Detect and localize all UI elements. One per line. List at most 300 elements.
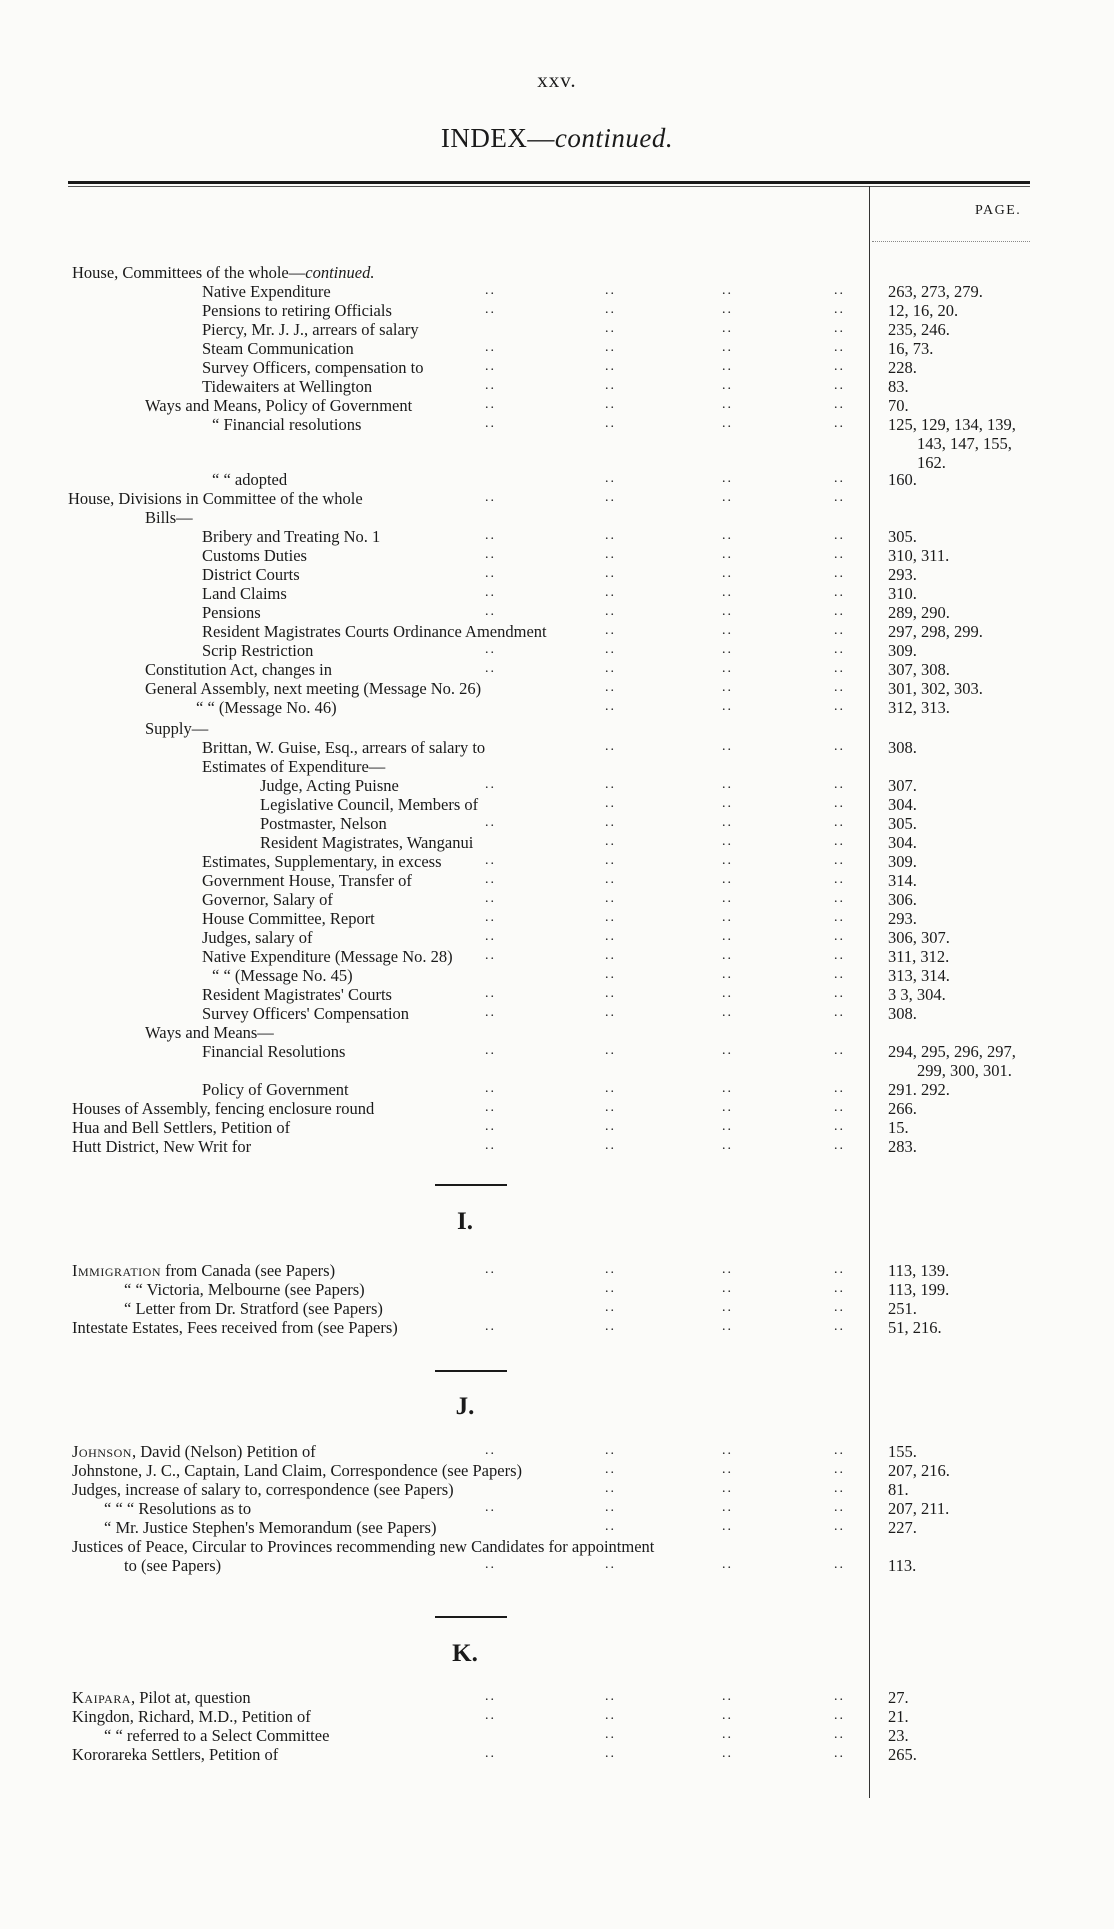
entry-label xyxy=(68,489,363,508)
entry-text: Governor, Salary of xyxy=(202,890,333,909)
leader-dots: .. xyxy=(605,1557,616,1572)
leader-dots: .. xyxy=(834,1005,845,1020)
entry-label xyxy=(145,508,193,527)
index-entry xyxy=(0,660,1114,679)
entry-label xyxy=(72,1118,290,1137)
page-column-header-rule xyxy=(872,241,1030,242)
leader-dots: .. xyxy=(485,642,496,657)
entry-heading: Kaipara xyxy=(72,1688,131,1707)
entry-text: Brittan, W. Guise, Esq., arrears of salary to xyxy=(202,738,486,757)
entry-label xyxy=(72,263,374,282)
leader-dots: .. xyxy=(722,796,733,811)
entry-text: Tidewaiters at Wellington xyxy=(202,377,373,396)
entry-pages-continued: 299, 300, 301. xyxy=(917,1061,1012,1080)
leader-dots: .. xyxy=(722,471,733,486)
leader-dots: .. xyxy=(605,1262,616,1277)
index-entry xyxy=(0,1042,1114,1061)
entry-pages: 15. xyxy=(888,1118,909,1137)
entry-text: House Committee, Report xyxy=(202,909,375,928)
leader-dots: .. xyxy=(605,585,616,600)
entry-pages: 207, 211. xyxy=(888,1499,950,1518)
entry-pages-continued: 162. xyxy=(917,453,946,472)
entry-text: Kororareka Settlers, Petition of xyxy=(72,1745,279,1764)
entry-heading: Johnson xyxy=(72,1442,132,1461)
leader-dots: .. xyxy=(834,1100,845,1115)
entry-text: District Courts xyxy=(202,565,300,584)
index-entry xyxy=(0,947,1114,966)
leader-dots: .. xyxy=(722,1005,733,1020)
entry-label xyxy=(202,320,419,339)
entry-label xyxy=(124,1280,365,1299)
leader-dots: .. xyxy=(605,1281,616,1296)
leader-dots: .. xyxy=(834,340,845,355)
entry-label xyxy=(202,1080,349,1099)
entry-label xyxy=(145,719,208,738)
index-entry xyxy=(0,1745,1114,1764)
entry-label xyxy=(72,1318,398,1337)
entry-text: “ “ (Message No. 46) xyxy=(196,698,337,717)
leader-dots: .. xyxy=(722,1081,733,1096)
leader-dots: .. xyxy=(605,566,616,581)
entry-pages: 306, 307. xyxy=(888,928,950,947)
entry-pages: 160. xyxy=(888,470,917,489)
index-entry xyxy=(0,1442,1114,1461)
entry-pages: 23. xyxy=(888,1726,909,1745)
leader-dots: .. xyxy=(605,872,616,887)
leader-dots: .. xyxy=(485,948,496,963)
entry-pages: 293. xyxy=(888,565,917,584)
leader-dots: .. xyxy=(722,1689,733,1704)
leader-dots: .. xyxy=(834,967,845,982)
entry-text: Hutt District, New Writ for xyxy=(72,1137,252,1156)
entry-label xyxy=(72,1537,654,1556)
leader-dots: .. xyxy=(485,872,496,887)
entry-label xyxy=(196,698,337,717)
index-entry xyxy=(0,1461,1114,1480)
leader-dots: .. xyxy=(605,1481,616,1496)
leader-dots: .. xyxy=(605,1689,616,1704)
entry-label xyxy=(72,1137,251,1156)
leader-dots: .. xyxy=(485,853,496,868)
leader-dots: .. xyxy=(485,566,496,581)
leader-dots: .. xyxy=(722,1119,733,1134)
section-letter: K. xyxy=(452,1640,478,1667)
leader-dots: .. xyxy=(722,585,733,600)
entry-pages: 314. xyxy=(888,871,917,890)
leader-dots: .. xyxy=(485,929,496,944)
index-entry xyxy=(0,1537,1114,1556)
index-entry xyxy=(0,546,1114,565)
index-entry xyxy=(0,489,1114,508)
index-entry xyxy=(0,890,1114,909)
leader-dots: .. xyxy=(722,490,733,505)
leader-dots: .. xyxy=(605,1081,616,1096)
entry-text: Judge, Acting Puisne xyxy=(260,776,399,795)
leader-dots: .. xyxy=(485,1746,496,1761)
leader-dots: .. xyxy=(722,680,733,695)
entry-text: Steam Communication xyxy=(202,339,354,358)
leader-dots: .. xyxy=(485,815,496,830)
entry-label xyxy=(202,565,300,584)
leader-dots: .. xyxy=(722,1138,733,1153)
entry-label xyxy=(124,1299,383,1318)
entry-text: Pensions xyxy=(202,603,261,622)
entry-pages: 51, 216. xyxy=(888,1318,942,1337)
leader-dots: .. xyxy=(834,739,845,754)
entry-label xyxy=(212,966,353,985)
leader-dots: .. xyxy=(834,642,845,657)
index-entry xyxy=(0,1299,1114,1318)
index-entry xyxy=(0,565,1114,584)
entry-text: Bribery and Treating No. 1 xyxy=(202,527,381,546)
index-entry xyxy=(0,527,1114,546)
leader-dots: .. xyxy=(722,1043,733,1058)
leader-dots: .. xyxy=(605,699,616,714)
leader-dots: .. xyxy=(485,1557,496,1572)
leader-dots: .. xyxy=(722,834,733,849)
entry-pages: 309. xyxy=(888,641,917,660)
leader-dots: .. xyxy=(722,891,733,906)
leader-dots: .. xyxy=(485,986,496,1001)
leader-dots: .. xyxy=(834,1519,845,1534)
entry-pages: 266. xyxy=(888,1099,917,1118)
entry-pages: 113. xyxy=(888,1556,917,1575)
leader-dots: .. xyxy=(834,1081,845,1096)
leader-dots: .. xyxy=(834,490,845,505)
leader-dots: .. xyxy=(605,416,616,431)
entry-italic-tail: continued. xyxy=(305,263,375,282)
leader-dots: .. xyxy=(485,1100,496,1115)
leader-dots: .. xyxy=(722,283,733,298)
leader-dots: .. xyxy=(722,853,733,868)
entry-text: Postmaster, Nelson xyxy=(260,814,387,833)
entry-pages: 308. xyxy=(888,1004,917,1023)
entry-pages: 227. xyxy=(888,1518,917,1537)
leader-dots: .. xyxy=(485,1138,496,1153)
leader-dots: .. xyxy=(722,1262,733,1277)
leader-dots: .. xyxy=(605,471,616,486)
leader-dots: .. xyxy=(485,1262,496,1277)
leader-dots: .. xyxy=(605,796,616,811)
leader-dots: .. xyxy=(722,340,733,355)
entry-label xyxy=(260,833,473,852)
entry-label xyxy=(260,795,478,814)
entry-label xyxy=(202,377,372,396)
entry-pages: 155. xyxy=(888,1442,917,1461)
leader-dots: .. xyxy=(834,1462,845,1477)
leader-dots: .. xyxy=(605,1708,616,1723)
leader-dots: .. xyxy=(605,815,616,830)
index-entry xyxy=(0,1004,1114,1023)
leader-dots: .. xyxy=(834,302,845,317)
leader-dots: .. xyxy=(722,378,733,393)
leader-dots: .. xyxy=(834,661,845,676)
leader-dots: .. xyxy=(834,378,845,393)
leader-dots: .. xyxy=(485,604,496,619)
entry-pages: 304. xyxy=(888,833,917,852)
leader-dots: .. xyxy=(605,891,616,906)
leader-dots: .. xyxy=(605,680,616,695)
leader-dots: .. xyxy=(722,1481,733,1496)
leader-dots: .. xyxy=(722,699,733,714)
leader-dots: .. xyxy=(605,1462,616,1477)
header-rule-thin xyxy=(68,186,1030,187)
entry-text: House, Divisions in Committee of the whole xyxy=(68,489,363,508)
leader-dots: .. xyxy=(485,416,496,431)
leader-dots: .. xyxy=(722,397,733,412)
index-entry xyxy=(0,1499,1114,1518)
leader-dots: .. xyxy=(605,604,616,619)
entry-label xyxy=(202,909,375,928)
entry-text: to (see Papers) xyxy=(124,1556,222,1575)
entry-label xyxy=(202,339,354,358)
index-entry xyxy=(0,263,1114,282)
index-entry xyxy=(0,909,1114,928)
entry-text: Land Claims xyxy=(202,584,287,603)
leader-dots: .. xyxy=(605,1300,616,1315)
entry-label xyxy=(202,282,331,301)
leader-dots: .. xyxy=(834,872,845,887)
entry-pages: 27. xyxy=(888,1688,909,1707)
leader-dots: .. xyxy=(722,1462,733,1477)
leader-dots: .. xyxy=(485,1005,496,1020)
leader-dots: .. xyxy=(485,585,496,600)
entry-label xyxy=(212,415,361,434)
entry-text: Native Expenditure (Message No. 28) xyxy=(202,947,453,966)
entry-label xyxy=(202,622,547,641)
entry-label xyxy=(145,660,332,679)
entry-label xyxy=(202,641,313,660)
leader-dots: .. xyxy=(722,1443,733,1458)
leader-dots: .. xyxy=(722,416,733,431)
section-rule xyxy=(435,1370,507,1372)
leader-dots: .. xyxy=(834,777,845,792)
leader-dots: .. xyxy=(722,528,733,543)
entry-pages: 113, 199. xyxy=(888,1280,950,1299)
leader-dots: .. xyxy=(485,359,496,374)
entry-label xyxy=(202,985,392,1004)
entry-text: “ “ Victoria, Melbourne (see Papers) xyxy=(124,1280,365,1299)
index-entry xyxy=(0,470,1114,489)
entry-pages: 309. xyxy=(888,852,917,871)
entry-label xyxy=(72,1707,311,1726)
index-entry xyxy=(0,776,1114,795)
index-entry xyxy=(0,282,1114,301)
leader-dots: .. xyxy=(722,359,733,374)
entry-label xyxy=(104,1726,329,1745)
leader-dots: .. xyxy=(834,585,845,600)
leader-dots: .. xyxy=(834,1689,845,1704)
leader-dots: .. xyxy=(485,340,496,355)
leader-dots: .. xyxy=(834,891,845,906)
leader-dots: .. xyxy=(722,604,733,619)
leader-dots: .. xyxy=(605,623,616,638)
entry-text: Piercy, Mr. J. J., arrears of salary xyxy=(202,320,419,339)
leader-dots: .. xyxy=(834,1262,845,1277)
entry-label xyxy=(72,1099,374,1118)
entry-text: Ways and Means, Policy of Government xyxy=(145,396,413,415)
entry-text: Judges, salary of xyxy=(202,928,313,947)
leader-dots: .. xyxy=(834,1746,845,1761)
entry-text: Financial Resolutions xyxy=(202,1042,346,1061)
section-letter: I. xyxy=(457,1208,473,1235)
entry-label xyxy=(72,1261,335,1280)
leader-dots: .. xyxy=(605,777,616,792)
leader-dots: .. xyxy=(834,283,845,298)
leader-dots: .. xyxy=(834,623,845,638)
entry-text: Bills— xyxy=(145,508,193,527)
leader-dots: .. xyxy=(722,929,733,944)
entry-pages: 305. xyxy=(888,527,917,546)
title-main: INDEX— xyxy=(440,123,555,153)
entry-pages: 310, 311. xyxy=(888,546,950,565)
entry-label xyxy=(72,1461,522,1480)
leader-dots: .. xyxy=(605,1005,616,1020)
leader-dots: .. xyxy=(485,1500,496,1515)
leader-dots: .. xyxy=(722,872,733,887)
leader-dots: .. xyxy=(834,359,845,374)
entry-pages: 235, 246. xyxy=(888,320,950,339)
index-entry xyxy=(0,584,1114,603)
entry-pages: 228. xyxy=(888,358,917,377)
entry-pages: 310. xyxy=(888,584,917,603)
entry-text: “ Letter from Dr. Stratford (see Papers) xyxy=(124,1299,383,1318)
entry-pages: 294, 295, 296, 297, xyxy=(888,1042,1016,1061)
index-entry xyxy=(0,833,1114,852)
index-entry xyxy=(0,622,1114,641)
page-number: xxv. xyxy=(537,68,577,92)
index-entry xyxy=(0,814,1114,833)
leader-dots: .. xyxy=(722,986,733,1001)
index-entry xyxy=(0,871,1114,890)
leader-dots: .. xyxy=(834,699,845,714)
entry-label xyxy=(72,1688,251,1707)
leader-dots: .. xyxy=(605,528,616,543)
entry-text: Resident Magistrates, Wanganui xyxy=(260,833,474,852)
leader-dots: .. xyxy=(722,661,733,676)
entry-text: Ways and Means— xyxy=(145,1023,274,1042)
entry-text: “ “ adopted xyxy=(212,470,288,489)
leader-dots: .. xyxy=(722,566,733,581)
leader-dots: .. xyxy=(605,397,616,412)
entry-text: General Assembly, next meeting (Message No. 26) xyxy=(145,679,482,698)
index-entry xyxy=(0,738,1114,757)
entry-text: Estimates, Supplementary, in excess xyxy=(202,852,442,871)
leader-dots: .. xyxy=(834,1727,845,1742)
leader-dots: .. xyxy=(834,471,845,486)
entry-text: Johnstone, J. C., Captain, Land Claim, Correspondence (see Papers) xyxy=(72,1461,522,1480)
entry-label xyxy=(202,546,307,565)
leader-dots: .. xyxy=(605,490,616,505)
leader-dots: .. xyxy=(485,777,496,792)
entry-label xyxy=(202,757,385,776)
index-entry xyxy=(0,679,1114,698)
leader-dots: .. xyxy=(834,929,845,944)
leader-dots: .. xyxy=(834,1281,845,1296)
leader-dots: .. xyxy=(722,1727,733,1742)
entry-text: Survey Officers' Compensation xyxy=(202,1004,410,1023)
leader-dots: .. xyxy=(605,547,616,562)
leader-dots: .. xyxy=(834,680,845,695)
leader-dots: .. xyxy=(834,1300,845,1315)
leader-dots: .. xyxy=(834,1043,845,1058)
leader-dots: .. xyxy=(722,321,733,336)
leader-dots: .. xyxy=(485,1708,496,1723)
leader-dots: .. xyxy=(834,321,845,336)
leader-dots: .. xyxy=(605,853,616,868)
leader-dots: .. xyxy=(485,302,496,317)
leader-dots: .. xyxy=(605,1138,616,1153)
entry-label xyxy=(202,947,453,966)
leader-dots: .. xyxy=(605,359,616,374)
entry-text: Resident Magistrates Courts Ordinance Amendment xyxy=(202,622,547,641)
index-entry xyxy=(0,795,1114,814)
entry-label xyxy=(72,1745,278,1764)
entry-label xyxy=(145,679,481,698)
entry-text: Constitution Act, changes in xyxy=(145,660,332,679)
leader-dots: .. xyxy=(485,661,496,676)
leader-dots: .. xyxy=(834,547,845,562)
leader-dots: .. xyxy=(722,948,733,963)
leader-dots: .. xyxy=(485,490,496,505)
entry-text: Resident Magistrates' Courts xyxy=(202,985,392,1004)
entry-label xyxy=(72,1442,316,1461)
leader-dots: .. xyxy=(605,661,616,676)
entry-label xyxy=(124,1556,221,1575)
leader-dots: .. xyxy=(605,986,616,1001)
entry-text: Houses of Assembly, fencing enclosure round xyxy=(72,1099,375,1118)
index-entry xyxy=(0,1556,1114,1575)
entry-text: Government House, Transfer of xyxy=(202,871,412,890)
index-entry xyxy=(0,396,1114,415)
leader-dots: .. xyxy=(722,302,733,317)
entry-pages: 16, 73. xyxy=(888,339,934,358)
leader-dots: .. xyxy=(485,397,496,412)
leader-dots: .. xyxy=(722,1708,733,1723)
index-entry xyxy=(0,603,1114,622)
section-rule xyxy=(435,1616,507,1618)
entry-label xyxy=(104,1518,436,1537)
entry-pages: 311, 312. xyxy=(888,947,950,966)
leader-dots: .. xyxy=(605,378,616,393)
entry-pages: 312, 313. xyxy=(888,698,950,717)
index-entry xyxy=(0,719,1114,738)
leader-dots: .. xyxy=(722,967,733,982)
entry-pages: 293. xyxy=(888,909,917,928)
leader-dots: .. xyxy=(722,642,733,657)
leader-dots: .. xyxy=(834,1557,845,1572)
index-entry xyxy=(0,339,1114,358)
entry-pages: 70. xyxy=(888,396,909,415)
leader-dots: .. xyxy=(722,1557,733,1572)
leader-dots: .. xyxy=(485,1119,496,1134)
entry-label xyxy=(202,738,485,757)
entry-text: “ “ (Message No. 45) xyxy=(212,966,353,985)
leader-dots: .. xyxy=(834,948,845,963)
index-entry xyxy=(0,966,1114,985)
entry-pages: 289, 290. xyxy=(888,603,950,622)
entry-pages: 83. xyxy=(888,377,909,396)
entry-pages: 297, 298, 299. xyxy=(888,622,983,641)
leader-dots: .. xyxy=(834,1138,845,1153)
header-rule xyxy=(68,181,1030,184)
section-letter: J. xyxy=(455,1393,475,1420)
entry-pages: 125, 129, 134, 139, xyxy=(888,415,1016,434)
leader-dots: .. xyxy=(834,397,845,412)
page-title xyxy=(0,123,1114,154)
leader-dots: .. xyxy=(605,302,616,317)
index-entry xyxy=(0,852,1114,871)
